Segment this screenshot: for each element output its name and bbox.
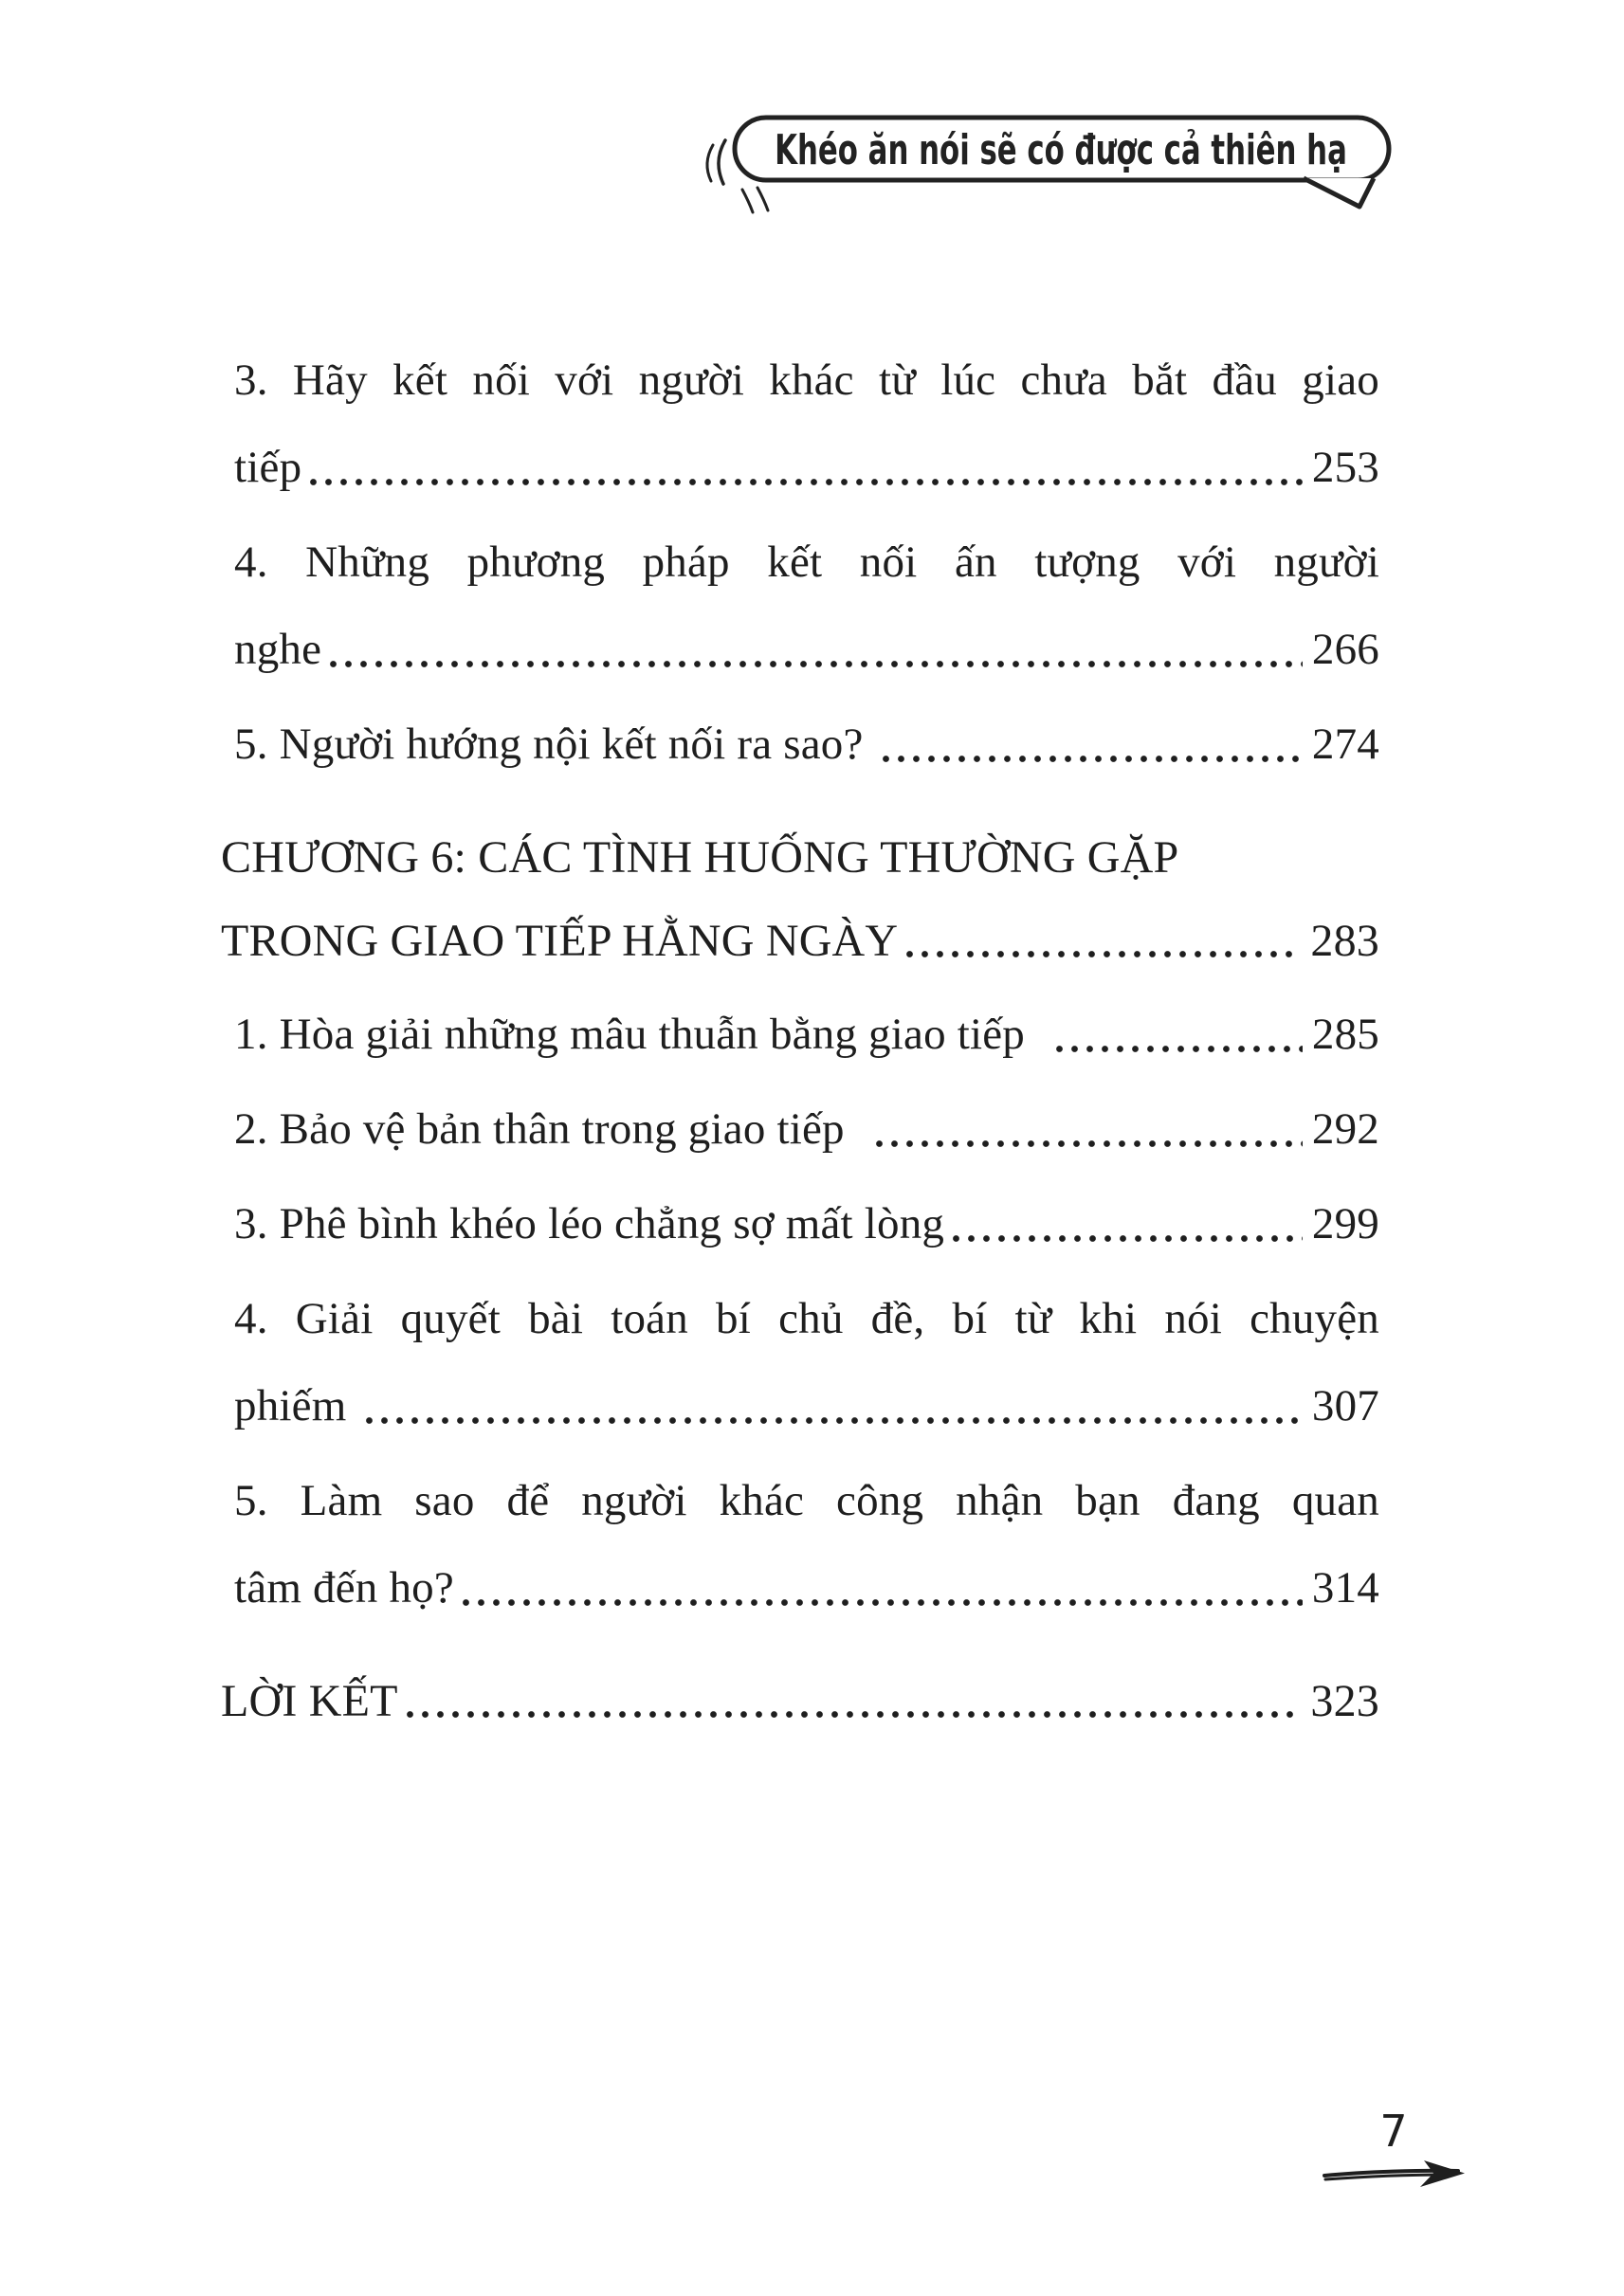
toc-line <box>234 701 1379 788</box>
toc-entry-text: 5. Làm sao để người khác công nhận bạn đang quan <box>234 1476 1379 1525</box>
toc-page-number: 253 <box>1311 443 1379 492</box>
toc-item <box>221 1085 1379 1173</box>
toc-page-number: 274 <box>1311 720 1379 769</box>
toc-chapter <box>221 1660 1379 1743</box>
dot-leader <box>1055 1045 1303 1053</box>
toc-page-number: 285 <box>1311 1010 1379 1059</box>
toc-page-number: 283 <box>1310 916 1379 966</box>
dot-leader <box>905 950 1301 958</box>
toc-page-number: 292 <box>1311 1104 1379 1154</box>
toc-entry-text: CHƯƠNG 6: CÁC TÌNH HUỐNG THƯỜNG GẶP <box>221 832 1179 883</box>
toc-entry-text: 3. Hãy kết nối với người khác từ lúc chưa bắt đầu giao <box>234 355 1379 405</box>
toc-line <box>234 1275 1379 1362</box>
dot-leader <box>952 1234 1303 1243</box>
toc-entry-text: tiếp <box>234 443 302 492</box>
toc-line <box>234 424 1379 511</box>
toc-item <box>221 337 1379 511</box>
toc-entry-text: tâm đến họ? <box>234 1563 454 1613</box>
toc-line <box>234 991 1379 1078</box>
toc-line <box>221 900 1379 983</box>
toc-line <box>234 1457 1379 1544</box>
toc-page-number: 323 <box>1310 1676 1379 1726</box>
running-head <box>697 104 1403 223</box>
toc-item <box>221 519 1379 693</box>
toc-page-number: 307 <box>1311 1381 1379 1430</box>
toc-line <box>234 1085 1379 1173</box>
toc-line <box>221 816 1379 900</box>
dot-leader <box>365 1416 1302 1425</box>
dot-leader <box>406 1710 1302 1719</box>
toc-line <box>234 606 1379 693</box>
toc-entry-text: phiếm <box>234 1381 358 1430</box>
toc-entry-text: 1. Hòa giải những mâu thuẫn bằng giao tiếp <box>234 1010 1048 1059</box>
page-footer <box>1320 2106 1468 2190</box>
page-number: 7 <box>1379 2105 1408 2157</box>
toc-item <box>221 1457 1379 1631</box>
toc-item <box>221 1180 1379 1267</box>
toc-line <box>234 1544 1379 1631</box>
dot-leader <box>875 1139 1303 1148</box>
toc-chapter <box>221 816 1379 983</box>
toc-entry-text: nghe <box>234 625 322 674</box>
toc-entry-text: 2. Bảo vệ bản thân trong giao tiếp <box>234 1104 867 1154</box>
toc-page-number: 314 <box>1311 1563 1379 1613</box>
toc-item <box>221 991 1379 1078</box>
toc-line <box>221 1660 1379 1743</box>
toc-entry-text: LỜI KẾT <box>221 1676 398 1726</box>
arrow-right-icon <box>1320 2158 1468 2190</box>
toc-entry-text: TRONG GIAO TIẾP HẰNG NGÀY <box>221 916 899 966</box>
dot-leader <box>309 478 1303 486</box>
book-title: Khéo ăn nói sẽ có được cả thiên hạ <box>775 125 1347 174</box>
toc-line <box>234 337 1379 424</box>
toc-page-number: 266 <box>1311 625 1379 674</box>
toc-line <box>234 1362 1379 1449</box>
dot-leader <box>882 755 1302 763</box>
toc-entry-text: 4. Giải quyết bài toán bí chủ đề, bí từ khi nói chuyện <box>234 1294 1379 1343</box>
toc-line <box>234 1180 1379 1267</box>
dot-leader <box>462 1598 1303 1607</box>
toc-item <box>221 1275 1379 1449</box>
toc-entry-text: 4. Những phương pháp kết nối ấn tượng với người <box>234 538 1379 587</box>
toc-item <box>221 701 1379 788</box>
toc-line <box>234 519 1379 606</box>
table-of-contents <box>221 337 1379 1751</box>
dot-leader <box>329 660 1303 668</box>
toc-entry-text: 3. Phê bình khéo léo chẳng sợ mất lòng <box>234 1199 945 1248</box>
toc-page-number: 299 <box>1311 1199 1379 1248</box>
toc-entry-text: 5. Người hướng nội kết nối ra sao? <box>234 720 875 769</box>
